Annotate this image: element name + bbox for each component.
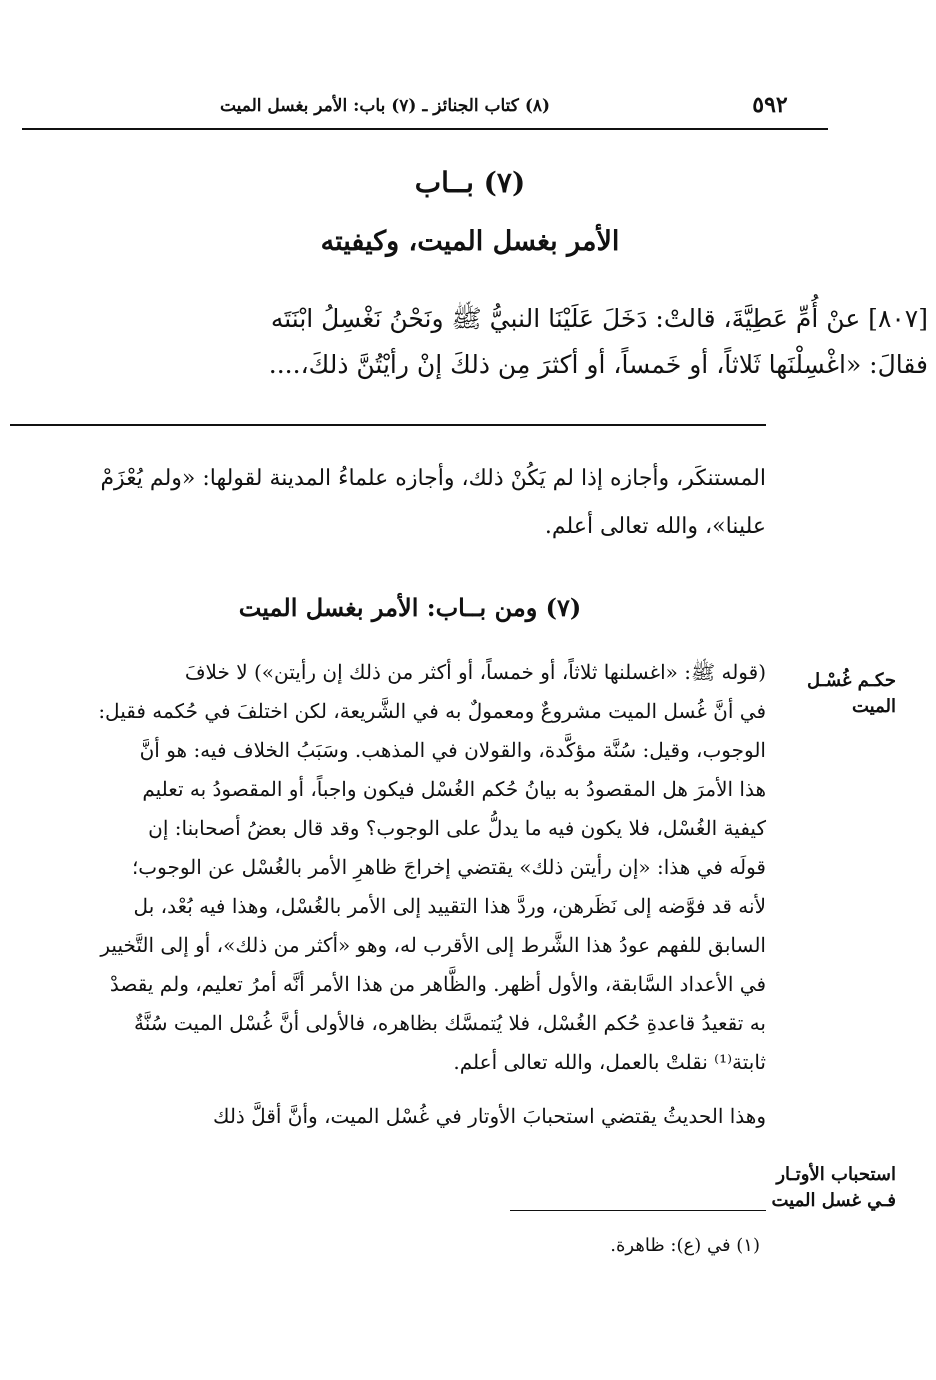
previous-commentary-line: علينا»، والله تعالى أعلم. — [544, 514, 766, 539]
commentary-line: لأنه قد فوَّضه إلى نَظَرهن، وردَّ هذا التقييد إلى الأمر بالغُسْل، وهذا فيه بُعْد، بل — [133, 894, 766, 918]
commentary-line: ثابتة⁽¹⁾ نقلتْ بالعمل، والله تعالى أعلم. — [453, 1050, 766, 1074]
commentary-line: قولَه في هذا: «إن رأيتن ذلك» يقتضي إخراجَ ظاهرِ الأمر بالغُسْل عن الوجوب؛ — [131, 855, 766, 879]
section-heading: (٧) ومن بــاب: الأمر بغسل الميت — [238, 593, 582, 622]
hadith-separator-rule — [10, 424, 766, 426]
page-number: ٥٩٢ — [752, 92, 788, 118]
commentary-line: هذا الأمرَ هل المقصودُ به بيانُ حُكم الغُسْل فيكون واجباً، أو المقصودُ به تعليم — [142, 777, 766, 801]
commentary-line: السابق للفهم عودُ هذا الشَّرط إلى الأقرب له، وهو «أكثر من ذلك»، أو إلى التَّخيير — [100, 933, 766, 957]
hadith-line: فقالَ: «اغْسِلْنَها ثَلاثاً، أو خَمساً، أو أكثرَ مِن ذلكَ إنْ رأيْتُنَّ ذلكَ،.... — [268, 350, 928, 379]
running-header: (٨) كتاب الجنائز ـ (٧) باب: الأمر بغسل الميت — [219, 96, 551, 116]
margin-note: استحباب الأوتـار فـي غسل الميت — [771, 1164, 896, 1211]
commentary-line: كيفية الغُسْل، فلا يكون فيه ما يدلُّ على الوجوب؟ وقد قال بعضُ أصحابنا: إن — [148, 816, 766, 840]
commentary-line: وهذا الحديثُ يقتضي استحبابَ الأوتار في غُسْل الميت، وأنَّ أقلَّ ذلك — [212, 1104, 766, 1128]
commentary-line: (قوله ﷺ: «اغسلنها ثلاثاً، أو خمساً، أو أكثر من ذلك إن رأيتن») لا خلافَ — [184, 660, 766, 684]
commentary-line: الوجوب، وقيل: سُنَّة مؤكَّدة، والقولان في المذهب. وسَبَبُ الخلاف فيه: هو أنَّ — [139, 738, 766, 762]
chapter-title: (٧) بــاب — [414, 166, 526, 199]
commentary-line: في أنَّ غُسل الميت مشروعٌ ومعمولٌ به في الشَّريعة، لكن اختلفَ في حُكمه فقيل: — [98, 699, 766, 723]
hadith-line: [٨٠٧] عنْ أُمِّ عَطِيَّةَ، قالتْ: دَخَلَ عَلَيْنَا النبيُّ ﷺ ونَحْنُ نَغْسِلُ ابْنَتَه — [270, 304, 928, 333]
commentary-line: به تقعيدُ قاعدةِ حُكم الغُسْل، فلا يُتمسَّك بظاهره، فالأولى أنَّ غُسْل الميت سُنَّةٌ — [134, 1011, 766, 1035]
previous-commentary-line: المستنكَر، وأجازه إذا لم يَكُنْ ذلك، وأجازه علماءُ المدينة لقولها: «ولم يُعْزَمْ — [100, 466, 766, 491]
footnote-rule — [510, 1210, 766, 1211]
header-rule — [22, 128, 828, 130]
margin-note: حكـم غُسْـل الميت — [807, 670, 896, 717]
footnote: (١) في (ع): ظاهرة. — [610, 1235, 760, 1256]
chapter-subtitle: الأمر بغسل الميت، وكيفيته — [320, 226, 620, 257]
commentary-line: في الأعداد السَّابقة، والأول أظهر. والظَّاهر من هذا الأمر أنَّه أمرُ تعليم، ولم يقصدْ — [109, 972, 766, 996]
